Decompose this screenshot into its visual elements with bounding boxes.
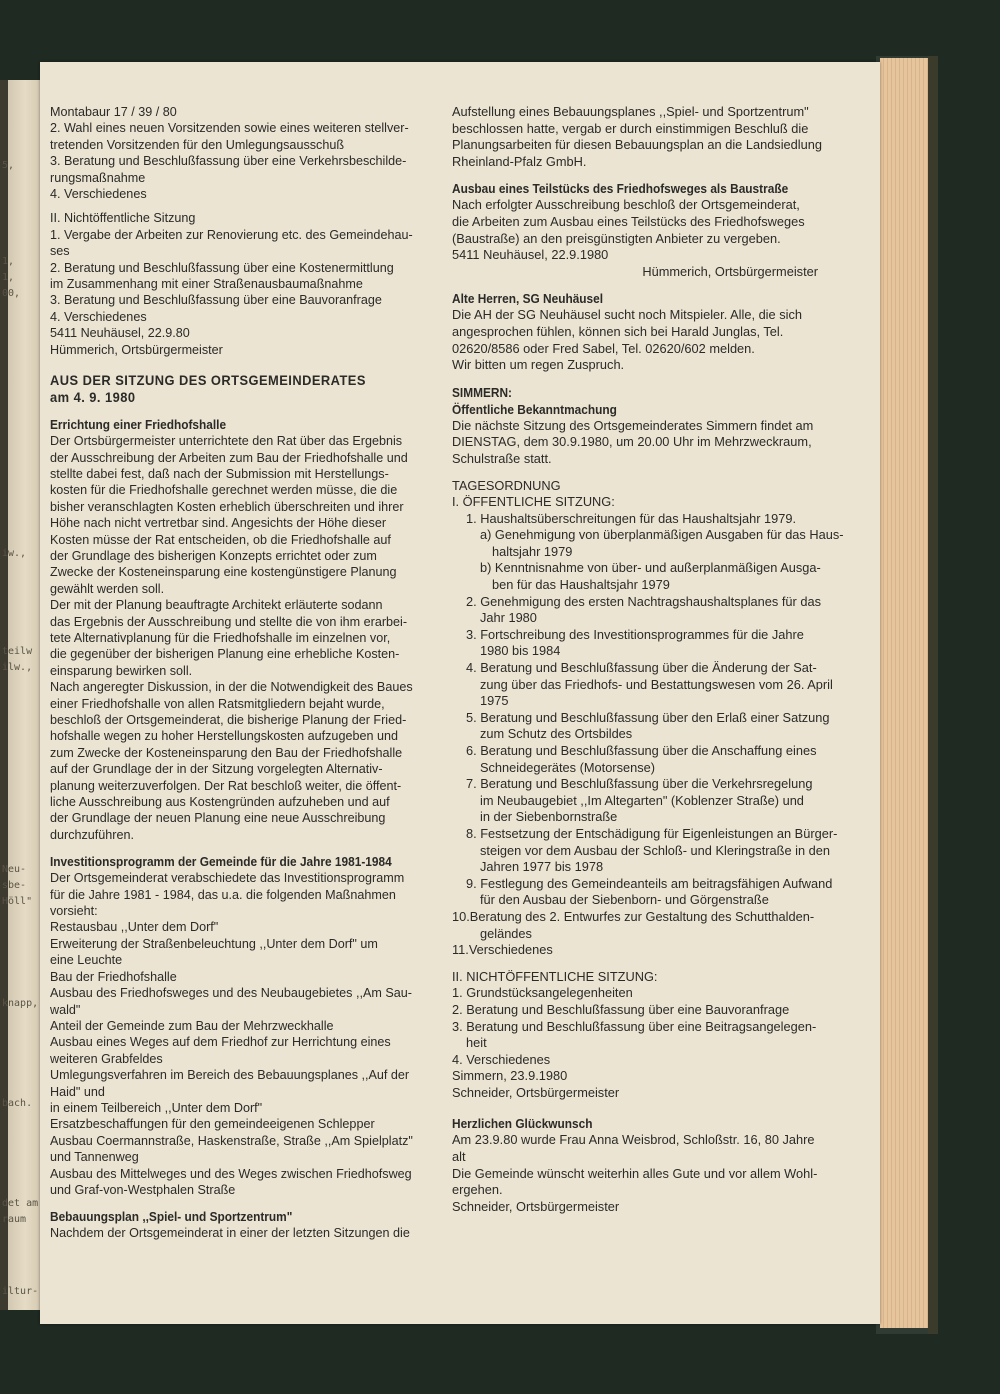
text-line: beschloß der Ortsgemeinderat, die bisherige Planung der Fried- [50,713,407,727]
text-line: Der Ortsgemeinderat verabschiedete das Investitionsprogramm [50,871,405,886]
text-line: alt [452,1149,466,1165]
agenda-continuation [50,104,432,202]
text-line: durchzuführen. [50,827,135,842]
text-line: Ausbau des Friedhofsweges und des Neubaugebietes ,,Am Sau- [50,986,412,1001]
text-line: Zwecke der Kosteneinsparung eine kostengünstigere Planung [50,565,397,580]
text-line: 02620/8586 oder Fred Sabel, Tel. 02620/602 melden. [452,340,755,356]
text-line: liche Ausschreibung aus Kostengründen aufzuheben und auf [50,795,390,810]
simmern-paragraph [452,418,848,468]
text-line: Ausbau des Mittelweges und des Weges zwischen Friedhofsweg [50,1166,412,1181]
agenda-item: 5. Beratung und Beschlußfassung über den Erlaß einer Satzung [466,709,830,725]
agenda-item: für den Ausbau der Siebenborn- und Görgenstraße [480,892,769,908]
ausbau-paragraph [452,197,848,263]
nonpublic-session-list [50,210,432,358]
invest-paragraph [50,870,432,1198]
agenda-item: 2. Genehmigung des ersten Nachtragshaushaltsplanes für das [466,593,821,609]
spine-fragment: Höll" [2,896,33,907]
ausbau-signature: Hümmerich, Ortsbürgermeister [642,263,818,279]
agenda-item: Simmern, 23.9.1980 [452,1068,568,1084]
text-line: Die nächste Sitzung des Ortsgemeinderates Simmern findet am [452,417,814,433]
text-line: ses [50,244,70,259]
session-date: am 4. 9. 1980 [50,389,136,406]
agenda-item: in der Siebenbornstraße [480,809,618,825]
spine-fragment: 5, [2,160,15,171]
text-line: kosten für die Friedhofshalle gerechnet werden müsse, die die [50,483,398,498]
agenda-item: a) Genehmigung von überplanmäßigen Ausgaben für das Haus- [480,527,844,543]
agenda-item: zum Schutz des Ortsbildes [480,726,633,742]
text-line: und Graf-von-Westphalen Straße [50,1182,236,1197]
text-line: wald" [50,1002,81,1017]
text-line: ergehen. [452,1182,503,1198]
text-line: Nach angeregter Diskussion, in der die Notwendigkeit des Baues [50,680,413,695]
agenda-item: zung über das Friedhofs- und Bestattungswesen vom 26. April [480,676,833,692]
text-line: planung weiterzuverfolgen. Der Rat beschloß weiter, die öffent- [50,778,402,793]
agenda-item: 1975 [480,693,509,709]
text-line: Kosten müsse der Rat entscheiden, ob die Friedhofshalle auf [50,532,391,547]
bebauung-paragraph [50,1225,432,1241]
text-line: 5411 Neuhäusel, 22.9.1980 [452,247,609,263]
spine-fragment: iw., [2,548,27,559]
text-line: Höhe nach nicht vertretbar sind. Angesichts der Höhe dieser [50,516,387,531]
bebauung-continuation [452,104,848,170]
text-line: Am 23.9.80 wurde Frau Anna Weisbrod, Schloßstr. 16, 80 Jahre [452,1132,815,1148]
agenda-heading-line: I. ÖFFENTLICHE SITZUNG: [452,494,615,510]
glueckwunsch-heading: Herzlichen Glückwunsch [452,1116,593,1132]
spine-fragment: 1, [2,272,15,283]
agenda-item: Schneidegerätes (Motorsense) [480,759,655,775]
text-line: einer Friedhofshalle von allen Ratsmitgliedern bejaht wurde, [50,696,385,711]
agenda-heading-line: TAGESORDNUNG [452,477,561,493]
text-line: Bau der Friedhofshalle [50,969,177,984]
text-line: Der mit der Planung beauftragte Architekt erläuterte sodann [50,598,383,613]
agenda-item: 4. Verschiedenes [452,1051,551,1067]
text-line: Ausbau Coermannstraße, Haskenstraße, Straße ,,Am Spielplatz" [50,1133,413,1148]
alte-herren-paragraph [452,307,848,373]
session-heading: AUS DER SITZUNG DES ORTSGEMEINDERATES [50,372,366,389]
text-line: Schulstraße statt. [452,450,552,466]
text-line: Planungsarbeiten für diesen Bebauungsplan an die Landsiedlung [452,137,822,153]
text-line: gewählt werden soll. [50,581,165,596]
alte-herren-heading: Alte Herren, SG Neuhäusel [452,291,604,307]
text-line: Wir bitten um regen Zuspruch. [452,357,625,373]
spine-fragment: raum [2,1214,27,1225]
text-line: vorsieht: [50,904,98,919]
text-line: angesprochen fühlen, können sich bei Harald Junglas, Tel. [452,323,784,339]
text-line: Ausbau eines Weges auf dem Friedhof zur Herrichtung eines [50,1035,391,1050]
spine-fragment: 00, [2,288,21,299]
text-line: Rheinland-Pfalz GmbH. [452,153,587,169]
agenda-item: 4. Beratung und Beschlußfassung über die Änderung der Sat- [466,660,817,676]
text-line: Anteil der Gemeinde zum Bau der Mehrzweckhalle [50,1018,334,1033]
bebauung-heading: Bebauungsplan ,,Spiel- und Sportzentrum" [50,1209,293,1225]
text-line: Haid" und [50,1084,105,1099]
text-line: (Baustraße) an den preisgünstigten Anbieter zu vergeben. [452,230,781,246]
text-line: 2. Beratung und Beschlußfassung über eine Kostenermittlung [50,260,394,275]
cover-edge [928,56,938,1334]
text-line: der Ausschreibung der Arbeiten zum Bau der Friedhofshalle und [50,450,408,465]
spine-fragment: Neu- [2,864,27,875]
text-line: auf der Grundlage der in der Sitzung vorgelegten Alternativ- [50,762,383,777]
text-line: Ersatzbeschaffungen für den gemeindeeigenen Schlepper [50,1117,375,1132]
text-line: Montabaur 17 / 39 / 80 [50,105,177,119]
simmern-heading: SIMMERN: [452,384,513,400]
text-line: Die Gemeinde wünscht weiterhin alles Gute und vor allem Wohl- [452,1165,818,1181]
text-line: Nach erfolgter Ausschreibung beschloß der Ortsgemeinderat, [452,197,800,213]
text-line: und Tannenweg [50,1150,139,1165]
agenda-item: 1. Grundstücksangelegenheiten [452,985,633,1001]
text-line: Hümmerich, Ortsbürgermeister [50,342,223,357]
agenda-item: 1980 bis 1984 [480,643,561,659]
text-line: die Arbeiten zum Ausbau eines Teilstücks des Friedhofsweges [452,213,805,229]
agenda-item: b) Kenntnisnahme von über- und außerplanmäßigen Ausga- [480,560,821,576]
text-line: II. Nichtöffentliche Sitzung [50,211,196,226]
text-line: Erweiterung der Straßenbeleuchtung ,,Unter dem Dorf" um [50,936,378,951]
text-line: beschlossen hatte, vergab er durch einstimmigen Beschluß die [452,120,809,136]
text-line: stellte dabei fest, daß nach der Submission mit Herstellungs- [50,466,389,481]
agenda-item: 1. Haushaltsüberschreitungen für das Haushaltsjahr 1979. [466,510,797,526]
spine-fragment: bach. [2,1098,33,1109]
spine-fragment: det am [2,1198,39,1209]
text-line: 2. Wahl eines neuen Vorsitzenden sowie eines weiteren stellver- [50,121,409,136]
text-line: 3. Beratung und Beschlußfassung über eine Verkehrsbeschilde- [50,154,407,169]
nonpublic-agenda-list [452,985,848,1101]
right-column [452,104,848,1215]
spine-fragment: iltur- [2,1286,39,1297]
agenda-item: 11.Verschiedenes [452,942,553,958]
agenda-item: 3. Fortschreibung des Investitionsprogrammes für die Jahre [466,626,804,642]
spine-fragment: ilw., [2,662,33,673]
agenda-item: Jahr 1980 [480,610,537,626]
text-line: tretenden Vorsitzenden für den Umlegungsausschuß [50,137,345,152]
friedhof-heading: Errichtung einer Friedhofshalle [50,417,227,433]
text-line: zum Zwecke der Kosteneinsparung den Bau der Friedhofshalle [50,745,403,760]
agenda-item: geländes [480,925,532,941]
agenda-item: Jahren 1977 bis 1978 [480,859,604,875]
text-line: 1. Vergabe der Arbeiten zur Renovierung etc. des Gemeindehau- [50,227,413,242]
agenda-item: 3. Beratung und Beschlußfassung über eine Beitragsangelegen- [452,1018,817,1034]
spine-fragment: teilw [2,646,33,657]
left-column [50,104,432,1242]
agenda-item: steigen vor dem Ausbau der Schloß- und Kleringstraße in den [480,842,830,858]
text-line: Der Ortsbürgermeister unterrichtete den Rat über das Ergebnis [50,434,403,449]
spine-fragment: sbe- [2,880,27,891]
simmern-subheading: Öffentliche Bekanntmachung [452,401,617,417]
text-line: Restausbau ,,Unter dem Dorf" [50,920,219,935]
text-line: 3. Beratung und Beschlußfassung über eine Bauvoranfrage [50,293,382,308]
agenda-item: Schneider, Ortsbürgermeister [452,1084,620,1100]
agenda-item: 7. Beratung und Beschlußfassung über die Verkehrsregelung [466,776,813,792]
text-line: das Ergebnis der Ausschreibung und stellte die von ihm erarbei- [50,614,408,629]
text-line: für die Jahre 1981 - 1984, das u.a. die folgenden Maßnahmen [50,887,396,902]
text-line: Aufstellung eines Bebauungsplanes ,,Spiel- und Sportzentrum" [452,104,809,119]
agenda-item: 8. Festsetzung der Entschädigung für Eigenleistungen an Bürger- [466,825,838,841]
text-line: in einem Teilbereich ,,Unter dem Dorf" [50,1100,263,1115]
text-line: eine Leuchte [50,953,123,968]
spine-fragment: 1, [2,256,15,267]
text-line: Die AH der SG Neuhäusel sucht noch Mitspieler. Alle, die sich [452,307,802,323]
ausbau-heading: Ausbau eines Teilstücks des Friedhofsweges als Baustraße [452,181,789,197]
text-line: 4. Verschiedenes [50,309,147,324]
text-line: 4. Verschiedenes [50,187,147,202]
spine-fragment: knapp, [2,998,39,1009]
text-line: hofshalle wegen zu hoher Herstellungskosten aufzugeben und [50,729,398,744]
public-agenda-list [452,511,848,959]
text-line: die gegenüber der bisherigen Planung eine erhebliche Kosten- [50,647,400,662]
text-line: Schneider, Ortsbürgermeister [452,1198,620,1214]
agenda-item: haltsjahr 1979 [492,543,573,559]
agenda-item: im Neubaugebiet ,,Im Altegarten" (Koblenzer Straße) und [480,792,804,808]
agenda-header [452,478,848,511]
agenda-item: 6. Beratung und Beschlußfassung über die Anschaffung eines [466,743,817,758]
agenda-item: heit [466,1035,487,1051]
agenda-item: ben für das Haushaltsjahr 1979 [492,577,670,593]
text-line: tete Alternativplanung für die Friedhofshalle im einzelnen vor, [50,630,391,645]
invest-heading: Investitionsprogramm der Gemeinde für die Jahre 1981-1984 [50,854,392,870]
agenda-item: 9. Festlegung des Gemeindeanteils am beitragsfähigen Aufwand [466,875,833,891]
text-line: einsparung bewirken soll. [50,663,193,678]
text-line: Umlegungsverfahren im Bereich des Bebauungsplanes ,,Auf der [50,1068,410,1083]
nonpublic-heading: II. NICHTÖFFENTLICHE SITZUNG: [452,968,658,984]
text-line: 5411 Neuhäusel, 22.9.80 [50,326,190,341]
agenda-item: 10.Beratung des 2. Entwurfes zur Gestaltung des Schutthalden- [452,908,815,924]
text-line: rungsmaßnahme [50,170,146,185]
text-line: Nachdem der Ortsgemeinderat in einer der letzten Sitzungen die [50,1226,410,1241]
text-line: der Grundlage des bisherigen Konzepts errichtet oder zum [50,548,377,563]
agenda-item: 2. Beratung und Beschlußfassung über eine Bauvoranfrage [452,1001,790,1017]
text-line: im Zusammenhang mit einer Straßenausbaumaßnahme [50,277,363,292]
text-line: der Grundlage der neuen Planung eine neue Ausschreibung [50,811,386,826]
glueckwunsch-paragraph [452,1132,848,1215]
friedhof-paragraph [50,433,432,843]
page-stack-edge [880,58,930,1328]
text-line: weiteren Grabfeldes [50,1051,163,1066]
text-line: DIENSTAG, dem 30.9.1980, um 20.00 Uhr im Mehrzweckraum, [452,434,812,450]
text-line: bisher veranschlagten Kosten erheblich überschreiten und ihrer [50,499,404,514]
